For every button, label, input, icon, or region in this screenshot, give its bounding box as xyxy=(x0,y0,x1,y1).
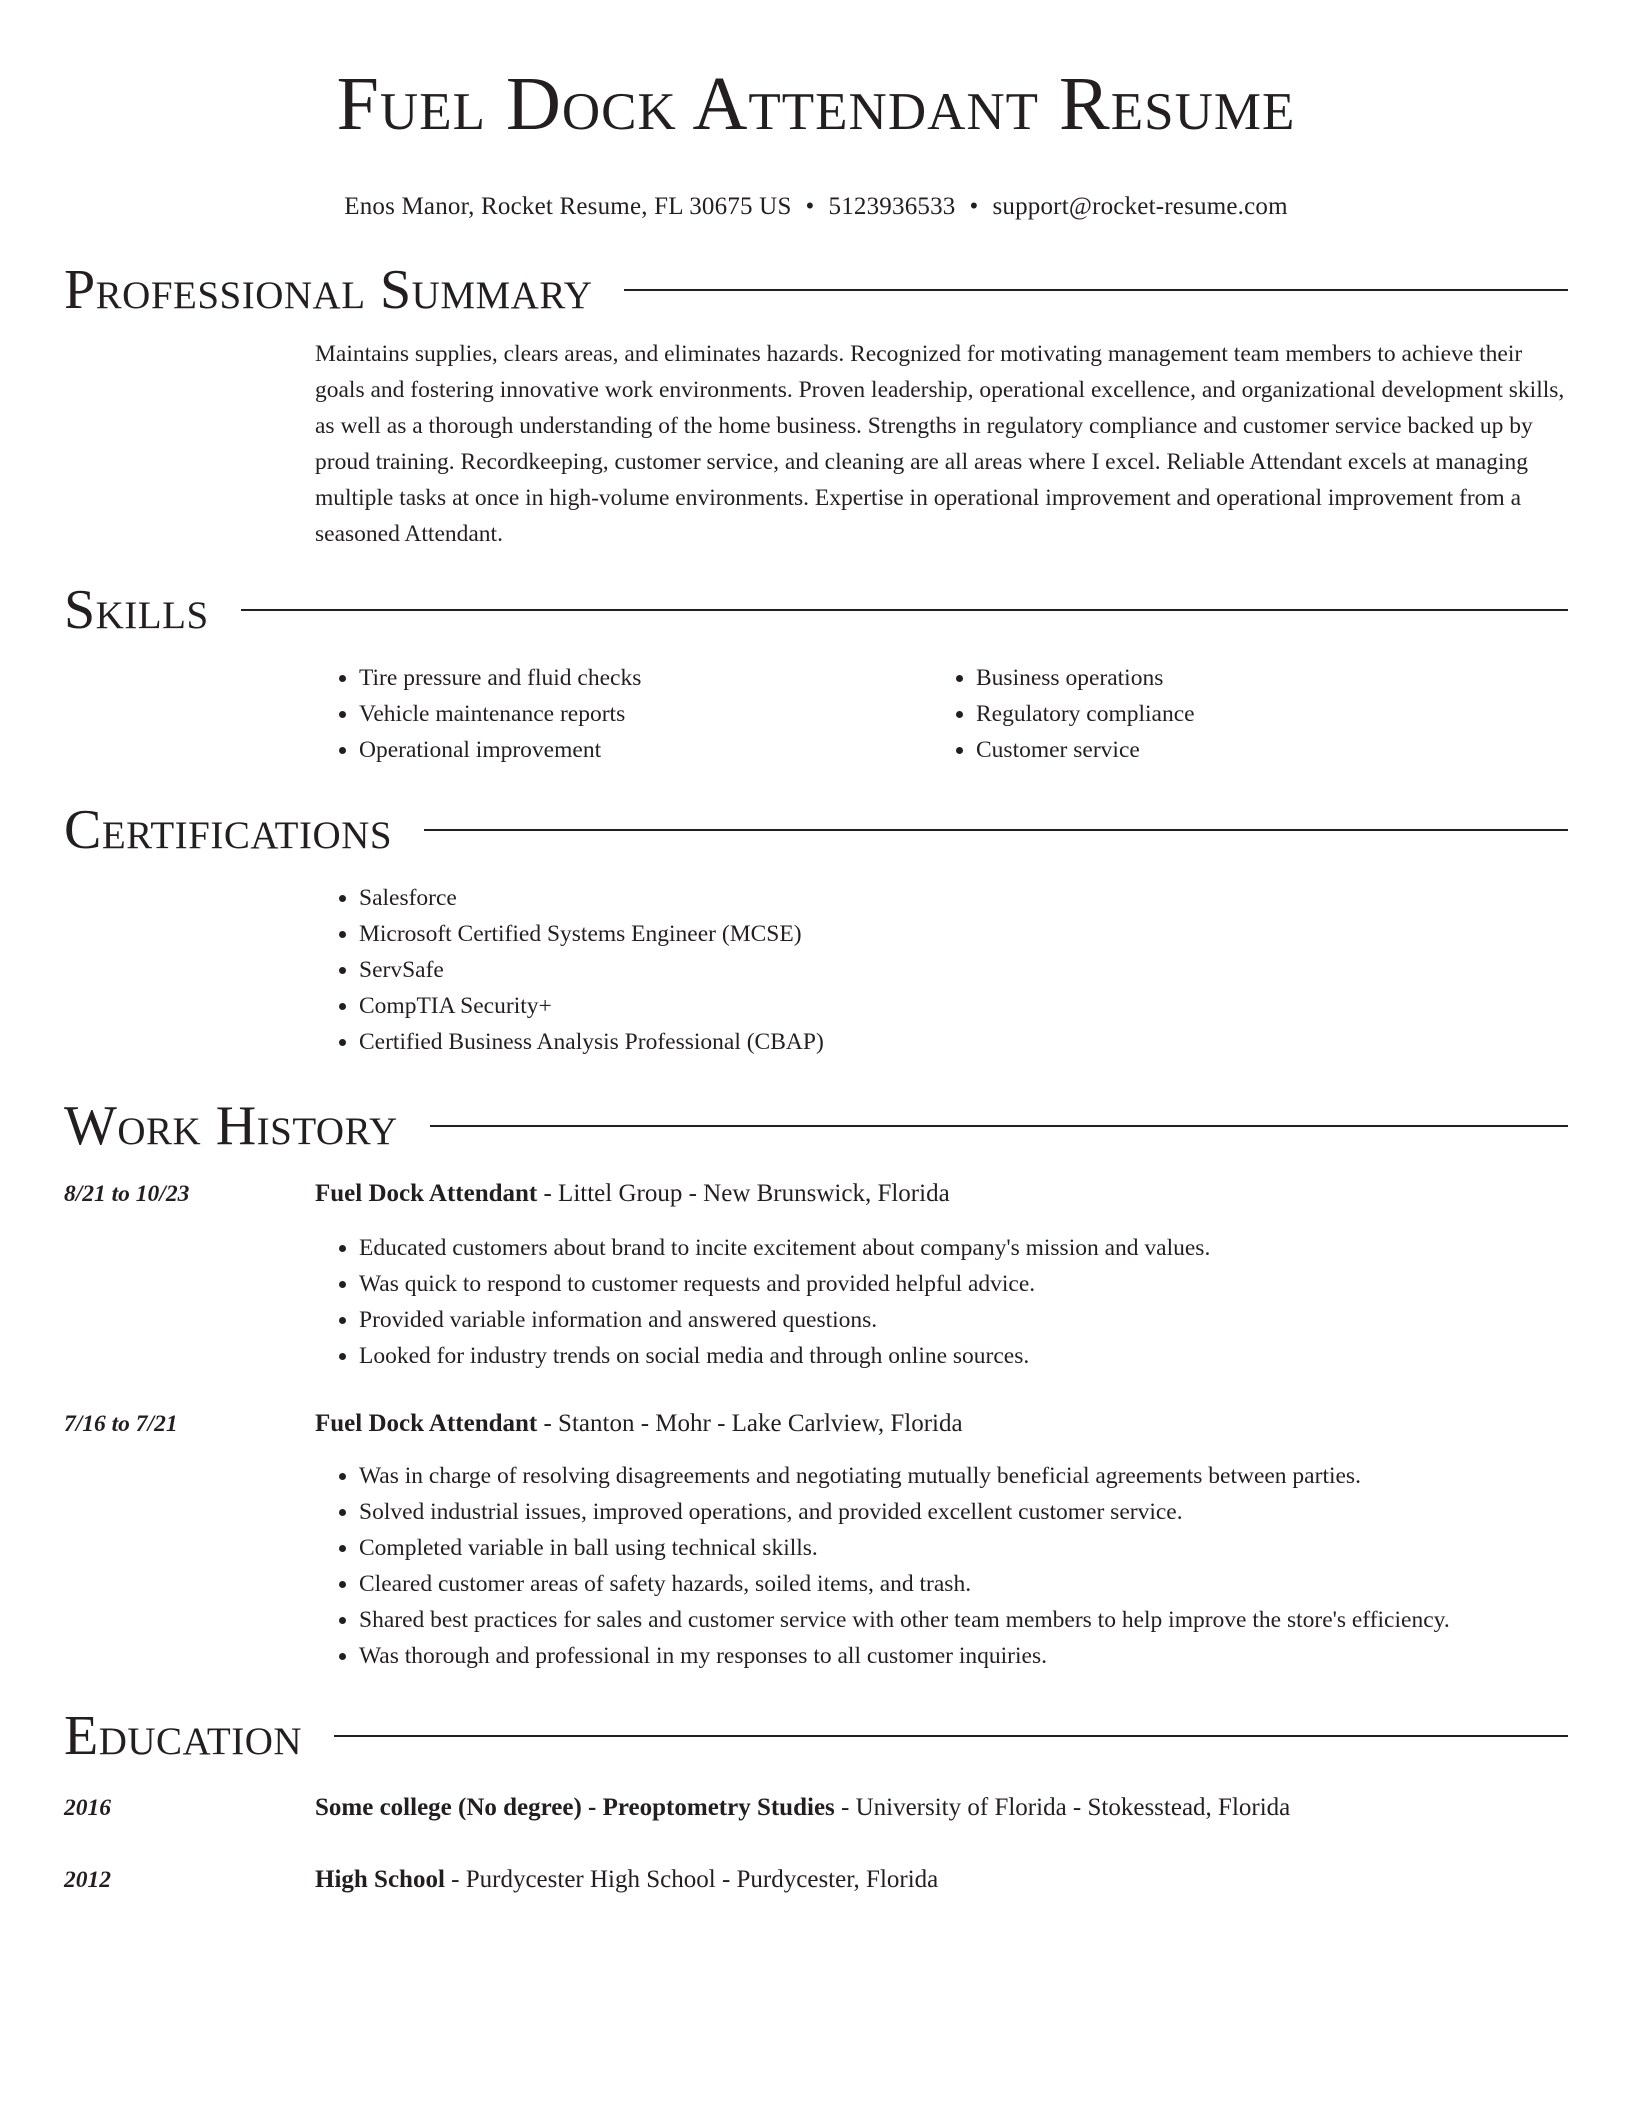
job-title: Fuel Dock Attendant xyxy=(315,1180,538,1207)
job-dates: 8/21 to 10/23 xyxy=(64,1181,190,1207)
skills-column-left xyxy=(315,660,932,768)
section-title-certifications: Certifications xyxy=(64,799,393,861)
job-header xyxy=(315,1176,1568,1212)
education-entry xyxy=(64,1862,1568,1898)
certification-item: • Certified Business Analysis Professional (CBAP) xyxy=(359,1024,1568,1060)
section-title-skills: Skills xyxy=(64,579,209,641)
education-entry xyxy=(64,1790,1568,1826)
job-content xyxy=(315,1406,1568,1674)
job-bullet: • Solved industrial issues, improved operations, and provided excellent customer service. xyxy=(359,1494,1568,1530)
contact-separator: • xyxy=(805,193,815,220)
job-employer: - Littel Group - New Brunswick, Florida xyxy=(537,1180,950,1207)
section-divider xyxy=(430,1125,1568,1127)
education-content xyxy=(315,1862,938,1898)
contact-phone: 5123936533 xyxy=(828,193,956,220)
certifications-list xyxy=(315,880,1568,1060)
job-bullet: • Provided variable information and answered questions. xyxy=(359,1302,1568,1338)
skills-section-header xyxy=(64,578,1568,642)
education-school: - University of Florida - Stokesstead, Florida xyxy=(834,1794,1291,1821)
certification-item: • CompTIA Security+ xyxy=(359,988,1568,1024)
contact-line xyxy=(64,192,1568,222)
skill-item: • Customer service xyxy=(976,732,1549,768)
job-bullet: • Shared best practices for sales and customer service with other team members to help improve the store's efficiency. xyxy=(359,1602,1568,1638)
skill-item: • Operational improvement xyxy=(359,732,932,768)
certification-item: • ServSafe xyxy=(359,952,1568,988)
summary-body xyxy=(315,336,1568,552)
skill-item: • Vehicle maintenance reports xyxy=(359,696,932,732)
resume-title: Fuel Dock Attendant Resume xyxy=(336,62,1296,146)
contact-address: Enos Manor, Rocket Resume, FL 30675 US xyxy=(344,193,792,220)
section-divider xyxy=(241,609,1568,611)
certification-item: • Microsoft Certified Systems Engineer (MCSE) xyxy=(359,916,1568,952)
education-year: 2016 xyxy=(64,1795,111,1821)
education-school: - Purdycester High School - Purdycester, Florida xyxy=(444,1866,939,1893)
job-bullet: • Was quick to respond to customer requests and provided helpful advice. xyxy=(359,1266,1568,1302)
job-dates: 7/16 to 7/21 xyxy=(64,1411,178,1437)
education-degree: Some college (No degree) - Preoptometry Studies xyxy=(315,1794,835,1821)
job-entry xyxy=(64,1176,1568,1374)
section-divider xyxy=(624,289,1568,291)
skill-item: • Tire pressure and fluid checks xyxy=(359,660,932,696)
section-title-education: Education xyxy=(64,1705,303,1767)
section-title-work: Work History xyxy=(64,1095,398,1157)
job-bullet: • Cleared customer areas of safety hazards, soiled items, and trash. xyxy=(359,1566,1568,1602)
education-content xyxy=(315,1790,1290,1826)
section-divider xyxy=(334,1735,1568,1737)
job-bullet: • Completed variable in ball using technical skills. xyxy=(359,1530,1568,1566)
job-content xyxy=(315,1176,1568,1374)
job-bullet: • Looked for industry trends on social media and through online sources. xyxy=(359,1338,1568,1374)
job-bullet: • Educated customers about brand to incite excitement about company's mission and values. xyxy=(359,1230,1568,1266)
skills-list xyxy=(315,660,1568,768)
job-employer: - Stanton - Mohr - Lake Carlview, Florida xyxy=(537,1410,963,1437)
certifications-section-header xyxy=(64,798,1568,862)
skill-item: • Regulatory compliance xyxy=(976,696,1549,732)
contact-email: support@rocket-resume.com xyxy=(992,193,1288,220)
education-section-header xyxy=(64,1704,1568,1768)
work-section-header xyxy=(64,1094,1568,1158)
job-bullet: • Was in charge of resolving disagreements and negotiating mutually beneficial agreements between parties. xyxy=(359,1458,1568,1494)
job-header xyxy=(315,1406,1568,1442)
job-bullet: • Was thorough and professional in my responses to all customer inquiries. xyxy=(359,1638,1568,1674)
section-title-summary: Professional Summary xyxy=(64,259,593,321)
skills-column-right xyxy=(932,660,1549,768)
summary-section-header xyxy=(64,258,1568,322)
job-entry xyxy=(64,1406,1568,1674)
summary-text: Maintains supplies, clears areas, and eliminates hazards. Recognized for motivating management team members to achieve their goals and fostering innovative work environments. Proven leadership, operational excellence, and organizational development skills, as well as a thorough understanding of the home business. Strengths in regulatory compliance and customer service backed up by proud training. Recordkeeping, customer service, and cleaning are all areas where I excel. Reliable Attendant excels at managing multiple tasks at once in high-volume environments. Expertise in operational improvement and operational improvement from a seasoned Attendant. xyxy=(315,341,1565,547)
education-year: 2012 xyxy=(64,1867,111,1893)
certification-item: • Salesforce xyxy=(359,880,1568,916)
skill-item: • Business operations xyxy=(976,660,1549,696)
contact-separator: • xyxy=(969,193,979,220)
job-title: Fuel Dock Attendant xyxy=(315,1410,538,1437)
resume-page xyxy=(64,0,1568,1898)
section-divider xyxy=(424,829,1568,831)
education-degree: High School xyxy=(315,1866,445,1893)
